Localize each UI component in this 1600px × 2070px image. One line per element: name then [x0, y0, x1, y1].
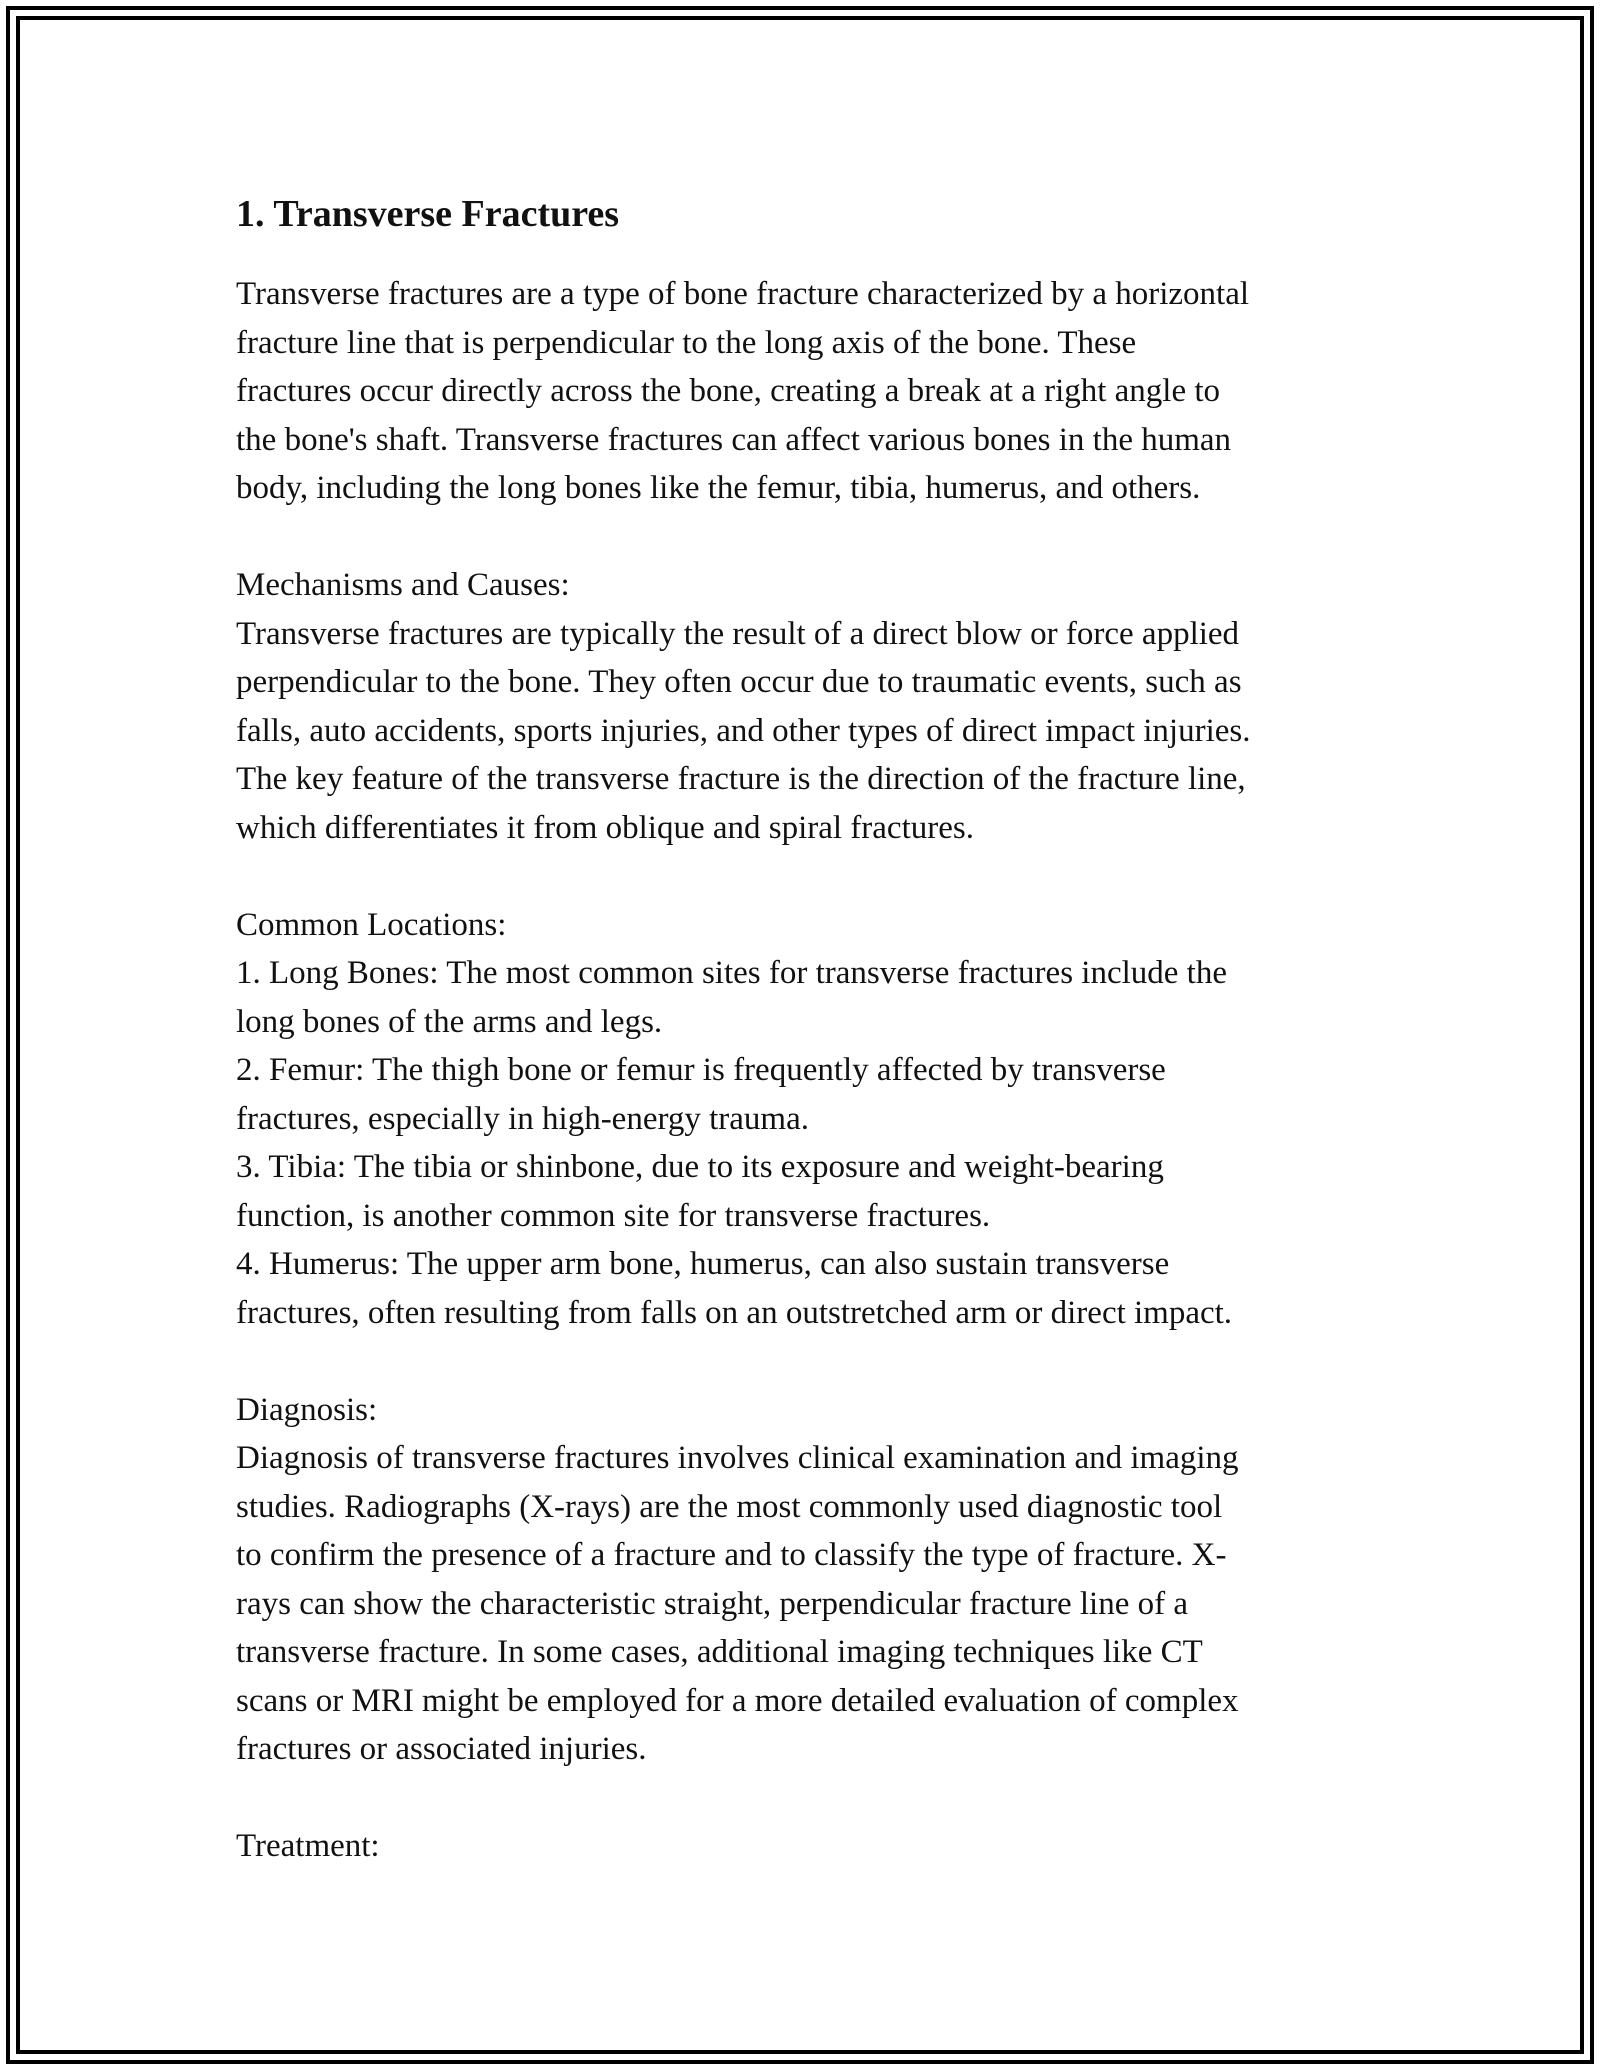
document-body	[236, 186, 1416, 1871]
location-item-femur: 2. Femur: The thigh bone or femur is frequently affected by transverse fractures, especially in high-energy trauma.	[236, 1052, 1166, 1137]
mechanisms-paragraph: Transverse fractures are typically the result of a direct blow or force applied perpendicular to the bone. They often occur due to traumatic events, such as falls, auto accidents, sports injuries, and other types of direct impact injuries. The key feature of the transverse fracture is the direction of the fracture line, which differentiates it from oblique and spiral fractures.	[236, 615, 1251, 846]
paragraph-spacer	[236, 1774, 1416, 1823]
intro-paragraph: Transverse fractures are a type of bone fracture characterized by a horizontal fracture line that is perpendicular to the long axis of the bone. These fractures occur directly across the bone, creating a break at a right angle to the bone's shaft. Transverse fractures can affect various bones in the human body, including the long bones like the femur, tibia, humerus, and others.	[236, 276, 1250, 506]
paragraph-spacer	[236, 852, 1416, 901]
location-item-humerus: 4. Humerus: The upper arm bone, humerus, can also sustain transverse fractures, often resulting from falls on an outstretched arm or direct impact.	[236, 1246, 1233, 1331]
paragraph-spacer	[236, 1337, 1416, 1386]
location-item-tibia: 3. Tibia: The tibia or shinbone, due to its exposure and weight-bearing function, is another common site for transverse fractures.	[236, 1149, 1164, 1234]
locations-heading: Common Locations:	[236, 906, 507, 943]
document-title: 1. Transverse Fractures	[236, 193, 620, 235]
mechanisms-heading: Mechanisms and Causes:	[236, 567, 570, 603]
treatment-heading: Treatment:	[236, 1828, 380, 1864]
paragraph-spacer	[236, 513, 1416, 562]
location-item-long-bones: 1. Long Bones: The most common sites for transverse fractures include the long bones of the arms and legs.	[236, 955, 1227, 1040]
diagnosis-heading: Diagnosis:	[236, 1391, 378, 1428]
diagnosis-paragraph: Diagnosis of transverse fractures involves clinical examination and imaging studies. Radiographs (X-rays) are the most commonly used diagnostic tool to confirm the presence of a fracture and to classify the type of fracture. X- rays can show the characteristic straight, perpendicular fracture line of a transverse fracture. In some cases, additional imaging techniques like CT scans or MRI might be employed for a more detailed evaluation of complex fractures or associated injuries.	[236, 1440, 1239, 1767]
